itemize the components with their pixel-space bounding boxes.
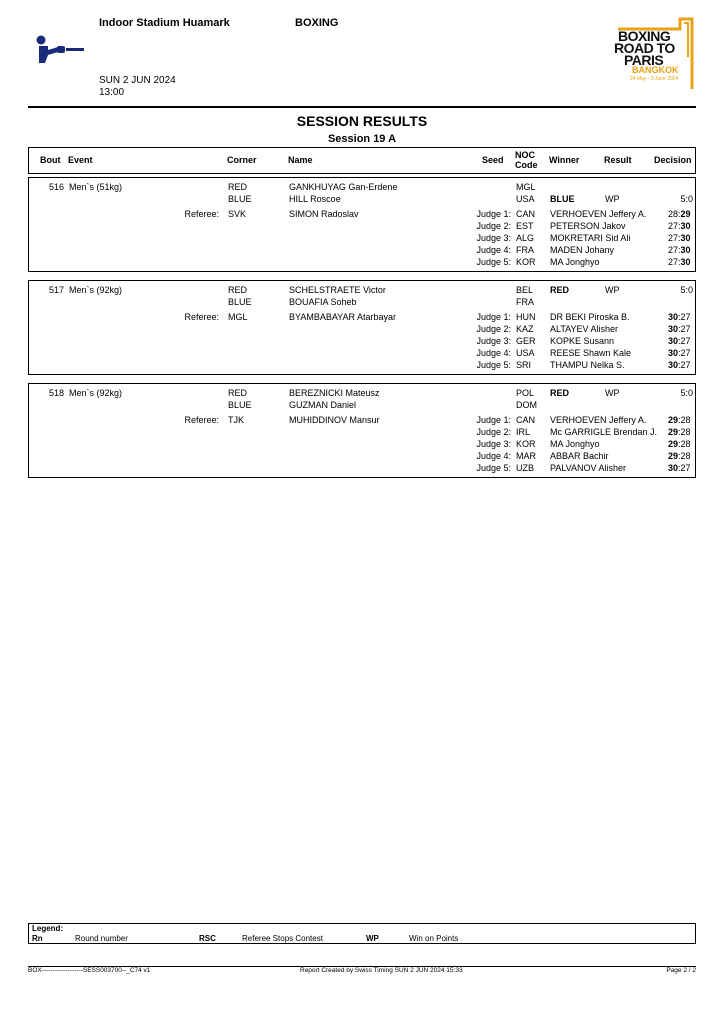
footer-report: Report Created by Swiss Timing SUN 2 JUN 2024 15:33 <box>300 967 463 974</box>
decision: 5:0 <box>680 285 693 295</box>
judge-label: Judge 2: <box>476 427 511 437</box>
judge-name: Mc GARRIGLE Brendan J. <box>550 427 658 437</box>
legend-title: Legend: <box>32 924 64 933</box>
blue-boxer-name: GUZMAN Daniel <box>289 400 357 410</box>
judge-label: Judge 4: <box>476 451 511 461</box>
judge-noc: KOR <box>516 257 536 267</box>
col-bout: Bout <box>40 155 61 165</box>
page-title: SESSION RESULTS <box>296 113 428 129</box>
judge-noc: FRA <box>516 245 534 255</box>
red-boxer-name: BEREZNICKI Mateusz <box>289 388 380 398</box>
col-name: Name <box>288 155 313 165</box>
judge-noc: CAN <box>516 209 536 219</box>
bout-block <box>28 177 696 272</box>
judge-name: THAMPU Nelka S. <box>550 360 625 370</box>
logo-line1: BOXING <box>618 28 671 44</box>
bout-block <box>28 383 696 478</box>
blue-corner: BLUE <box>228 297 252 307</box>
result: WP <box>605 388 620 398</box>
judge-label: Judge 2: <box>476 324 511 334</box>
judge-score: 29:28 <box>668 415 691 425</box>
score-red: 29 <box>668 439 679 449</box>
score-blue: 27 <box>680 312 691 322</box>
judge-score: 30:27 <box>668 324 691 334</box>
score-blue: 29 <box>680 209 691 219</box>
score-blue: 30 <box>680 245 691 255</box>
sport-name: BOXING <box>295 17 339 29</box>
judge-label: Judge 4: <box>476 348 511 358</box>
header-divider <box>28 106 696 108</box>
col-decision: Decision <box>654 155 692 165</box>
judge-score: 29:28 <box>668 451 691 461</box>
legend-code: Rn <box>32 934 43 943</box>
judge-noc: EST <box>516 221 534 231</box>
referee-noc: SVK <box>228 209 247 219</box>
judge-noc: GER <box>516 336 536 346</box>
blue-corner: BLUE <box>228 194 252 204</box>
judge-label: Judge 5: <box>476 463 511 473</box>
result: WP <box>605 194 620 204</box>
judge-noc: CAN <box>516 415 536 425</box>
score-red: 29 <box>668 427 679 437</box>
result: WP <box>605 285 620 295</box>
judge-noc: MAR <box>516 451 536 461</box>
score-red: 27 <box>668 221 679 231</box>
score-blue: 27 <box>680 336 691 346</box>
judge-score: 30:27 <box>668 360 691 370</box>
legend-text: Referee Stops Contest <box>242 934 323 943</box>
judge-score: 27:30 <box>668 221 691 231</box>
judge-score: 29:28 <box>668 427 691 437</box>
legend-code: RSC <box>199 934 216 943</box>
judge-label: Judge 4: <box>476 245 511 255</box>
judge-name: MA Jonghyo <box>550 257 600 267</box>
judge-name: MOKRETARI Sid Ali <box>550 233 631 243</box>
logo-line4: BANGKOK <box>632 65 679 75</box>
judge-score: 29:28 <box>668 439 691 449</box>
footer-page: Page 2 / 2 <box>666 967 696 974</box>
road-to-paris-logo <box>614 17 696 89</box>
score-blue: 28 <box>680 415 691 425</box>
column-header-row <box>28 147 696 174</box>
legend-code: WP <box>366 934 379 943</box>
score-red: 29 <box>668 415 679 425</box>
col-event: Event <box>68 155 93 165</box>
col-noc: NOC <box>515 150 535 160</box>
score-red: 30 <box>668 348 679 358</box>
referee-noc: TJK <box>228 415 245 425</box>
blue-boxer-name: HILL Roscoe <box>289 194 341 204</box>
judge-score: 27:30 <box>668 233 691 243</box>
legend-text: Win on Points <box>409 934 459 943</box>
legend-text: Round number <box>75 934 128 943</box>
decision: 5:0 <box>680 388 693 398</box>
score-blue: 30 <box>680 257 691 267</box>
score-blue: 28 <box>680 451 691 461</box>
winner: RED <box>550 285 570 295</box>
score-red: 29 <box>668 451 679 461</box>
score-red: 30 <box>668 336 679 346</box>
judge-label: Judge 5: <box>476 257 511 267</box>
judge-score: 30:27 <box>668 463 691 473</box>
winner: RED <box>550 388 570 398</box>
col-seed: Seed <box>482 155 504 165</box>
score-red: 30 <box>668 324 679 334</box>
judge-score: 27:30 <box>668 257 691 267</box>
bout-event: Men`s (92kg) <box>69 388 123 398</box>
judge-noc: KAZ <box>516 324 534 334</box>
score-red: 28 <box>668 209 679 219</box>
judge-label: Judge 1: <box>476 415 511 425</box>
decision: 5:0 <box>680 194 693 204</box>
judge-name: ABBAR Bachir <box>550 451 609 461</box>
judge-name: VERHOEVEN Jeffery A. <box>550 415 647 425</box>
logo-line3: PARIS <box>624 52 664 68</box>
logo-line5: 24 May - 3 June 2024 <box>630 76 679 82</box>
red-boxer-name: GANKHUYAG Gan-Erdene <box>289 182 398 192</box>
judge-score: 30:27 <box>668 336 691 346</box>
legend-box <box>28 923 696 944</box>
score-blue: 28 <box>680 427 691 437</box>
referee-label: Referee: <box>184 415 219 425</box>
judge-noc: SRI <box>516 360 532 370</box>
referee-name: SIMON Radoslav <box>289 209 359 219</box>
blue-noc: FRA <box>516 297 534 307</box>
red-corner: RED <box>228 285 248 295</box>
session-date: SUN 2 JUN 2024 <box>99 75 176 86</box>
venue-name: Indoor Stadium Huamark <box>99 17 230 29</box>
judge-name: ALTAYEV Alisher <box>550 324 619 334</box>
judge-name: DR BEKI Piroska B. <box>550 312 630 322</box>
footer-code: BOX-------------------SESS003700--_C74 v1 <box>28 967 151 974</box>
judge-score: 27:30 <box>668 245 691 255</box>
red-noc: BEL <box>516 285 534 295</box>
bout-block <box>28 280 696 375</box>
session-time: 13:00 <box>99 87 125 98</box>
blue-boxer-name: BOUAFIA Soheb <box>289 297 357 307</box>
judge-label: Judge 2: <box>476 221 511 231</box>
judge-score: 30:27 <box>668 312 691 322</box>
blue-corner: BLUE <box>228 400 252 410</box>
judge-score: 30:27 <box>668 348 691 358</box>
blue-noc: USA <box>516 194 535 204</box>
judge-name: MA Jonghyo <box>550 439 600 449</box>
judge-name: PALVANOV Alisher <box>550 463 627 473</box>
col-winner: Winner <box>549 155 580 165</box>
score-red: 27 <box>668 245 679 255</box>
judge-label: Judge 1: <box>476 312 511 322</box>
red-noc: MGL <box>516 182 536 192</box>
page-subtitle: Session 19 A <box>327 133 397 145</box>
score-blue: 30 <box>680 233 691 243</box>
bout-number: 516 <box>49 182 65 192</box>
judge-noc: UZB <box>516 463 534 473</box>
winner: BLUE <box>550 194 575 204</box>
boxing-pictogram-icon <box>36 34 88 66</box>
bout-number: 517 <box>49 285 65 295</box>
bout-event: Men`s (92kg) <box>69 285 123 295</box>
judge-noc: USA <box>516 348 535 358</box>
col-corner: Corner <box>227 155 257 165</box>
judge-noc: KOR <box>516 439 536 449</box>
judge-name: REESE Shawn Kale <box>550 348 632 358</box>
judge-label: Judge 3: <box>476 233 511 243</box>
judge-noc: ALG <box>516 233 535 243</box>
judge-noc: HUN <box>516 312 536 322</box>
bout-event: Men`s (51kg) <box>69 182 123 192</box>
red-boxer-name: SCHELSTRAETE Victor <box>289 285 386 295</box>
blue-noc: DOM <box>516 400 537 410</box>
judge-name: VERHOEVEN Jeffery A. <box>550 209 647 219</box>
judge-label: Judge 1: <box>476 209 511 219</box>
judge-noc: IRL <box>516 427 531 437</box>
referee-label: Referee: <box>184 312 219 322</box>
score-blue: 28 <box>680 439 691 449</box>
score-blue: 27 <box>680 324 691 334</box>
judge-label: Judge 3: <box>476 336 511 346</box>
bout-number: 518 <box>49 388 65 398</box>
judge-label: Judge 5: <box>476 360 511 370</box>
score-red: 30 <box>668 312 679 322</box>
judge-score: 28:29 <box>668 209 691 219</box>
score-red: 30 <box>668 360 679 370</box>
col-noc-code: Code <box>515 160 538 170</box>
score-red: 30 <box>668 463 679 473</box>
col-result: Result <box>604 155 632 165</box>
score-blue: 27 <box>680 463 691 473</box>
red-corner: RED <box>228 388 248 398</box>
referee-label: Referee: <box>184 209 219 219</box>
judge-name: KOPKE Susann <box>550 336 615 346</box>
referee-name: BYAMBABAYAR Atarbayar <box>289 312 397 322</box>
judge-name: MADEN Johany <box>550 245 615 255</box>
score-red: 27 <box>668 233 679 243</box>
referee-name: MUHIDDINOV Mansur <box>289 415 380 425</box>
judge-label: Judge 3: <box>476 439 511 449</box>
score-red: 27 <box>668 257 679 267</box>
score-blue: 27 <box>680 360 691 370</box>
red-noc: POL <box>516 388 535 398</box>
score-blue: 27 <box>680 348 691 358</box>
referee-noc: MGL <box>228 312 248 322</box>
judge-name: PETERSON Jakov <box>550 221 626 231</box>
score-blue: 30 <box>680 221 691 231</box>
red-corner: RED <box>228 182 248 192</box>
logo-line2: ROAD TO <box>614 40 675 56</box>
